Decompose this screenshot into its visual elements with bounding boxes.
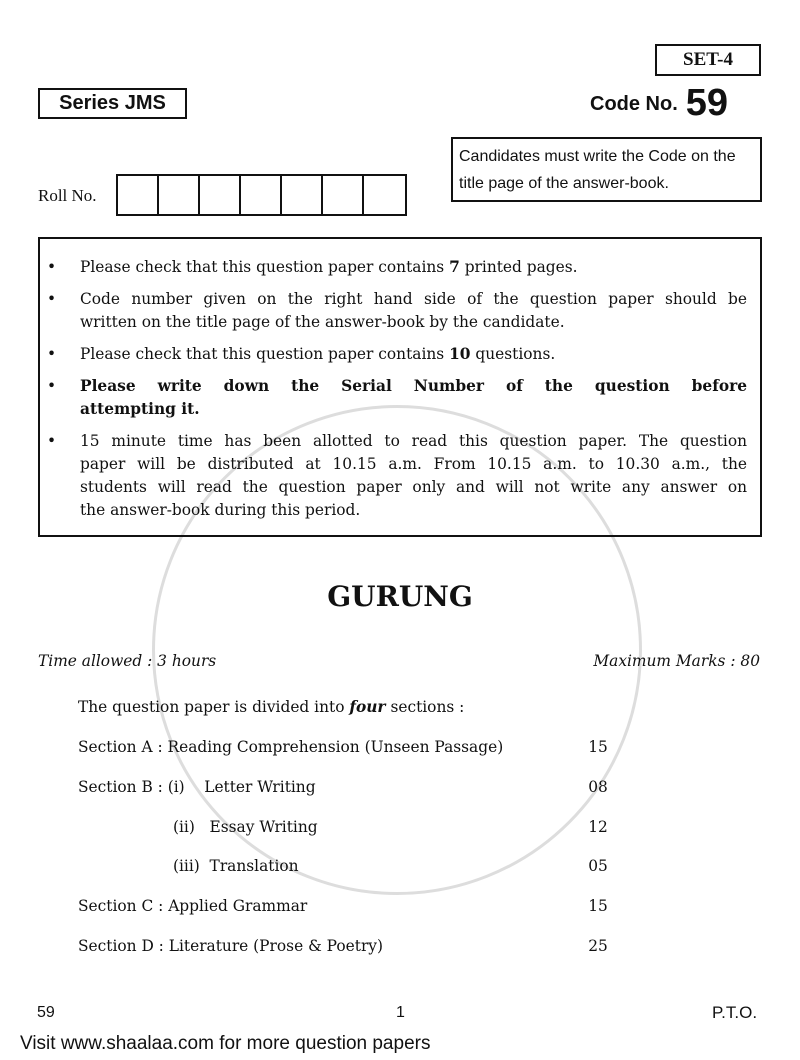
instruction-line [80, 375, 747, 398]
instruction-text: questions. [470, 345, 556, 363]
code-value: 59 [685, 82, 729, 124]
instruction-text: Code number given on the right hand side of the question paper should be [80, 290, 747, 308]
code-number [590, 82, 728, 125]
sections-intro [78, 698, 464, 716]
intro-text: The question paper is divided into [78, 698, 350, 716]
instruction-line [80, 476, 747, 499]
roll-cell[interactable] [159, 176, 200, 214]
time-allowed: Time allowed : 3 hours [38, 652, 217, 670]
section-label: Section B : (i) Letter Writing [78, 777, 316, 796]
page-number: 1 [396, 1004, 405, 1021]
visit-link[interactable]: Visit www.shaalaa.com for more question papers [20, 1033, 431, 1054]
instruction-text: printed pages. [459, 258, 578, 276]
section-marks: 15 [588, 738, 608, 756]
instruction-text: the answer-book during this period. [80, 501, 361, 519]
instruction-text: Please check that this question paper contains [80, 258, 450, 276]
bullet-icon: • [47, 432, 57, 450]
intro-emphasis: four [349, 698, 386, 716]
instruction-text: students will read the question paper only and will not write any answer on [80, 478, 747, 496]
bullet-icon: • [47, 290, 57, 308]
roll-label: Roll No. [38, 186, 97, 205]
note-line: Candidates must write the Code on the [459, 148, 736, 165]
footer-code: 59 [37, 1004, 55, 1021]
instruction-item [47, 430, 747, 522]
section-label: Section C : Applied Grammar [78, 897, 308, 916]
roll-cell[interactable] [364, 176, 405, 214]
instruction-text: attempting it. [80, 400, 200, 418]
note-line: title page of the answer-book. [459, 175, 669, 192]
pto: P.T.O. [712, 1003, 758, 1022]
instruction-line [80, 499, 747, 522]
code-label: Code No. [590, 93, 678, 115]
instruction-text: paper will be distributed at 10.15 a.m. From 10.15 a.m. to 10.30 a.m., the [80, 455, 747, 473]
section-label: (iii) Translation [173, 857, 299, 876]
instruction-line [80, 343, 747, 366]
instruction-line [80, 430, 747, 453]
section-marks: 25 [588, 937, 608, 955]
roll-number-boxes[interactable] [116, 174, 407, 216]
candidates-note [451, 137, 762, 202]
instruction-line [80, 398, 747, 421]
bullet-icon: • [47, 345, 57, 363]
bullet-icon: • [47, 377, 57, 395]
intro-text: sections : [385, 698, 465, 716]
instructions-box [38, 237, 762, 537]
section-marks: 08 [588, 777, 608, 796]
instruction-line [80, 288, 747, 311]
section-label: Section A : Reading Comprehension (Unseen Passage) [78, 738, 504, 756]
roll-cell[interactable] [282, 176, 323, 214]
instruction-text: Please write down the Serial Number of the question before [80, 377, 747, 395]
section-label: (ii) Essay Writing [173, 817, 318, 836]
instruction-line [80, 256, 747, 279]
instruction-text: written on the title page of the answer-book by the candidate. [80, 313, 565, 331]
subject-title: GURUNG [327, 580, 473, 613]
bullet-icon: • [47, 258, 57, 276]
section-marks: 05 [588, 857, 608, 876]
set-badge: SET-4 [655, 44, 761, 76]
roll-cell[interactable] [200, 176, 241, 214]
instruction-item [47, 256, 747, 279]
instruction-item [47, 343, 747, 366]
instruction-text: 7 [449, 258, 460, 276]
instruction-line [80, 311, 747, 334]
roll-cell[interactable] [323, 176, 364, 214]
instruction-text: 15 minute time has been allotted to read this question paper. The question [80, 432, 747, 450]
instruction-text: Please check that this question paper contains [80, 345, 450, 363]
section-marks: 12 [588, 817, 608, 836]
roll-cell[interactable] [241, 176, 282, 214]
instruction-item [47, 288, 747, 334]
instruction-line [80, 453, 747, 476]
instruction-text: 10 [449, 345, 471, 363]
instruction-item [47, 375, 747, 421]
roll-cell[interactable] [118, 176, 159, 214]
series-badge: Series JMS [38, 88, 187, 119]
section-marks: 15 [588, 897, 608, 916]
section-label: Section D : Literature (Prose & Poetry) [78, 937, 384, 955]
maximum-marks: Maximum Marks : 80 [593, 652, 760, 670]
